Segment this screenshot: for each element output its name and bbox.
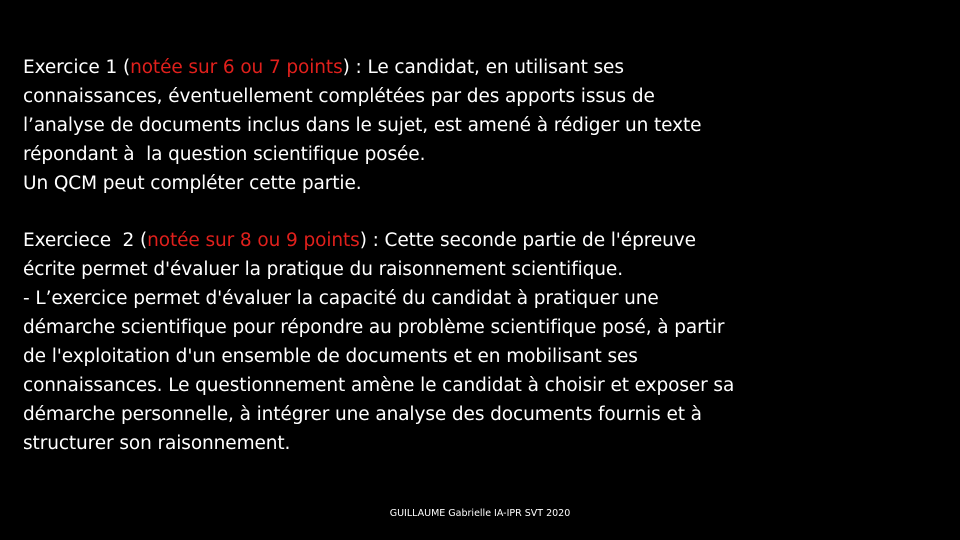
exercise-1-line: Un QCM peut compléter cette partie. (23, 173, 362, 194)
footer-credit: GUILLAUME Gabrielle IA-IPR SVT 2020 (389, 508, 571, 519)
exercise-2-heading-line (23, 226, 938, 255)
exercise-2-points: notée sur 8 ou 9 points (147, 230, 360, 251)
exercise-1-title: Exercice 1 (23, 57, 118, 78)
exercise-1-open-paren: ( (117, 57, 131, 78)
exercise-1-line: connaissances, éventuellement complétées par des apports issus de (23, 86, 655, 107)
exercise-1-block (23, 53, 938, 198)
exercise-2-block (23, 226, 938, 458)
exercise-2-close-paren: ) (359, 230, 367, 251)
exercise-1-line: l’analyse de documents inclus dans le sujet, est amené à rédiger un texte (23, 115, 702, 136)
exercise-1-line: répondant à la question scientifique posée. (23, 144, 426, 165)
exercise-2-line: structurer son raisonnement. (23, 433, 291, 454)
exercise-2-line: - L’exercice permet d'évaluer la capacité du candidat à pratiquer une (23, 288, 659, 309)
exercise-2-line1-rest: : Cette seconde partie de l'épreuve (366, 230, 696, 251)
exercise-2-title: Exerciece 2 (23, 230, 135, 251)
exercise-2-line: démarche personnelle, à intégrer une analyse des documents fournis et à (23, 404, 702, 425)
exercise-2-line: connaissances. Le questionnement amène le candidat à choisir et exposer sa (23, 375, 735, 396)
exercise-2-open-paren: ( (134, 230, 148, 251)
exercise-1-close-paren: ) (342, 57, 350, 78)
exercise-2-line: de l'exploitation d'un ensemble de documents et en mobilisant ses (23, 346, 638, 367)
exercise-1-line1-rest: : Le candidat, en utilisant ses (349, 57, 624, 78)
exercise-1-heading-line (23, 53, 938, 82)
exercise-1-points: notée sur 6 ou 7 points (130, 57, 343, 78)
exercise-2-line: démarche scientifique pour répondre au problème scientifique posé, à partir (23, 317, 725, 338)
exercise-2-line: écrite permet d'évaluer la pratique du raisonnement scientifique. (23, 259, 623, 280)
